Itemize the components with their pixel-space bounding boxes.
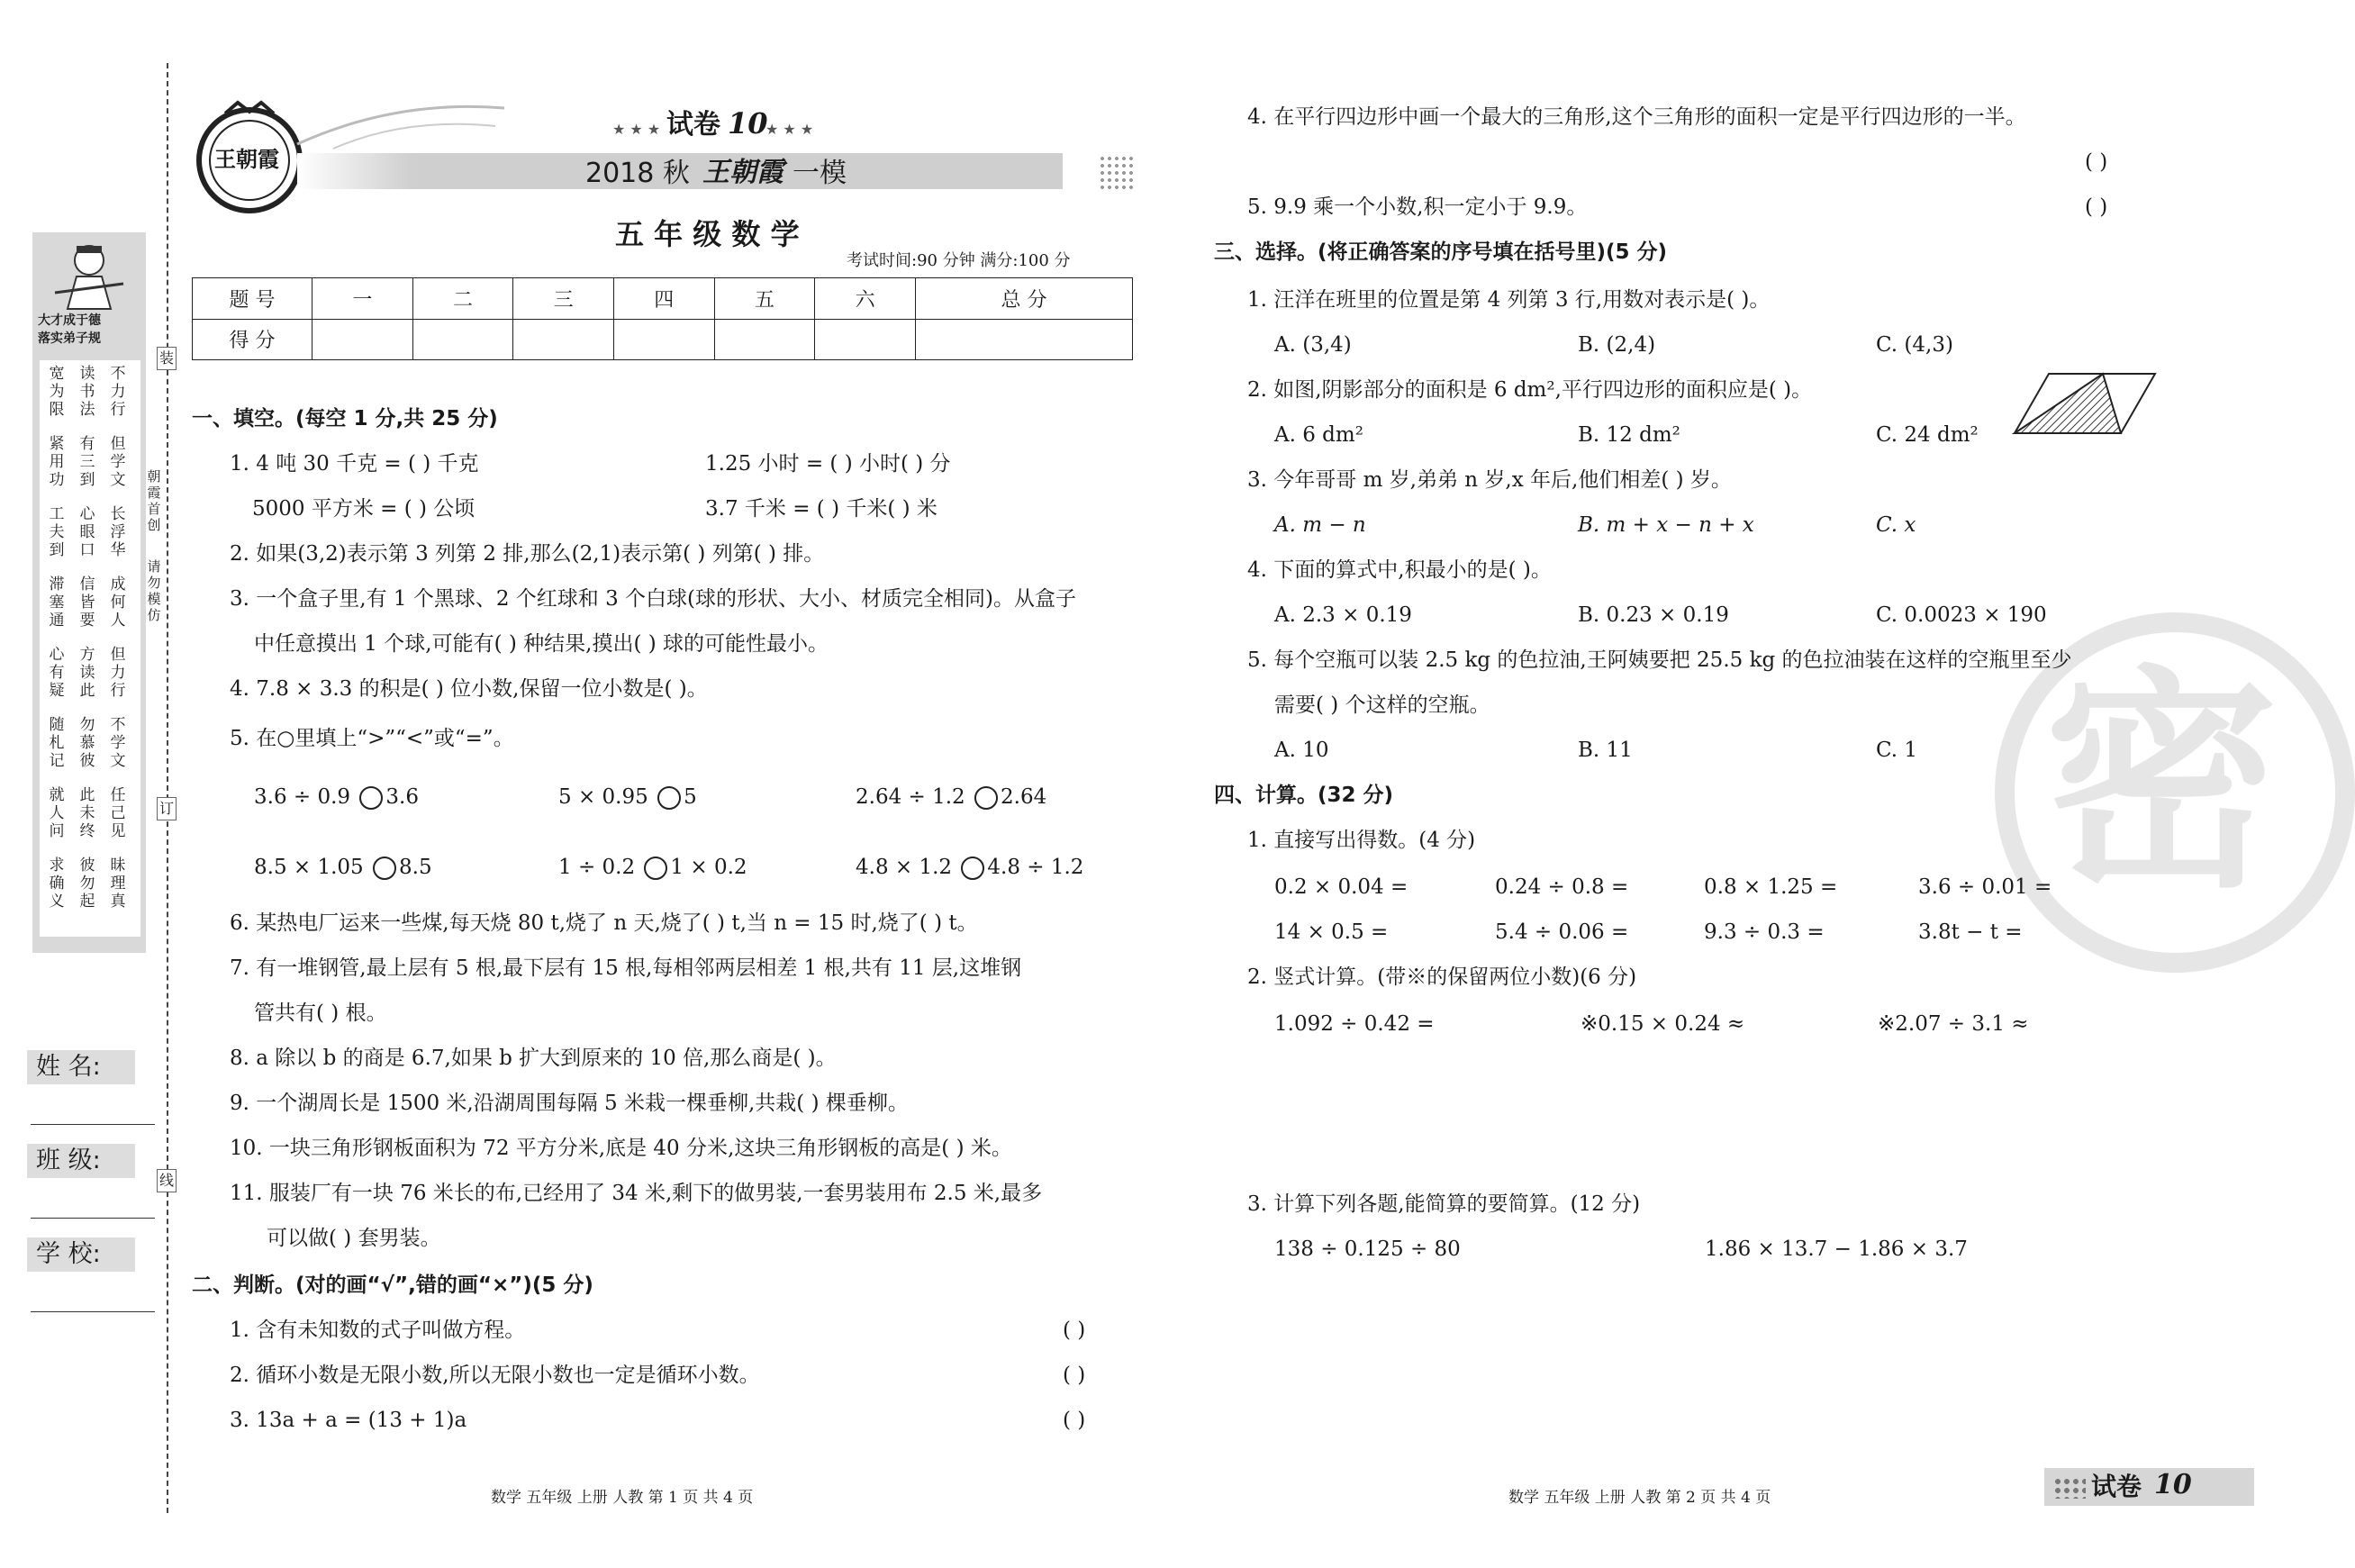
compare-item: 1 ÷ 0.2 1 × 0.2 <box>558 856 747 879</box>
q1-part-b: 1.25 小时 = ( ) 小时( ) 分 <box>705 452 951 476</box>
calc-sub2-title: 2. 竖式计算。(带※的保留两位小数)(6 分) <box>1247 965 1637 989</box>
proverb-column: 读 书 法 <box>79 365 95 419</box>
copyright-note-1: 朝 霞 首 创 <box>147 468 161 533</box>
compare-circle[interactable] <box>644 857 667 880</box>
score-table <box>192 277 1133 360</box>
paper-number: 10 <box>728 106 768 140</box>
parallelogram-figure <box>2013 372 2157 435</box>
proverb-column: 工 夫 到 <box>49 505 65 559</box>
proverb-column: 彼 勿 起 <box>79 857 95 911</box>
proverb-column: 但 力 行 <box>110 646 126 700</box>
q9: 9. 一个湖周长是 1500 米,沿湖周围每隔 5 米栽一棵垂柳,共栽( ) 棵垂柳。 <box>230 1092 909 1115</box>
proverb-column: 有 三 到 <box>79 435 95 489</box>
q2: 2. 如果(3,2)表示第 3 列第 2 排,那么(2,1)表示第( ) 列第( ) 排。 <box>230 542 825 566</box>
choice-opt[interactable]: A. (3,4) <box>1274 333 1352 357</box>
calc-item: 0.2 × 0.04 = <box>1274 875 1408 899</box>
choice-q3: 3. 今年哥哥 m 岁,弟弟 n 岁,x 年后,他们相差( ) 岁。 <box>1247 468 1732 492</box>
choice-q5-line1: 5. 每个空瓶可以装 2.5 kg 的色拉油,王阿姨要把 25.5 kg 的色拉油装在这样的空瓶里至少 <box>1247 648 2072 672</box>
score-cell[interactable] <box>513 319 614 360</box>
class-field[interactable] <box>31 1218 155 1219</box>
calc-item: 9.3 ÷ 0.3 = <box>1704 920 1825 944</box>
q7-line2: 管共有( ) 根。 <box>254 1002 387 1025</box>
calc-item: 0.8 × 1.25 = <box>1704 875 1838 899</box>
judge-paren[interactable]: ( ) <box>2085 195 2108 219</box>
calc-item: 14 × 0.5 = <box>1274 920 1389 944</box>
judge-paren[interactable]: ( ) <box>1063 1409 1086 1432</box>
score-header-cell: 三 <box>513 278 614 320</box>
q1-part-a: 1. 4 吨 30 千克 = ( ) 千克 <box>230 452 479 476</box>
q11-line1: 11. 服装厂有一块 76 米长的布,已经用了 34 米,剩下的做男装,一套男装用布 2.5 米,最多 <box>230 1182 1043 1205</box>
choice-opt[interactable]: C. 1 <box>1876 739 1918 762</box>
motto-line-1: 大才成于德 <box>38 313 101 328</box>
judge-item-1: 1. 含有未知数的式子叫做方程。 <box>230 1319 526 1342</box>
stars-right: ★ ★ ★ <box>765 121 814 138</box>
vertical-calc-item: 1.092 ÷ 0.42 = <box>1274 1012 1435 1036</box>
score-header-cell: 题 号 <box>193 278 312 320</box>
proverb-column: 任 己 见 <box>110 786 126 840</box>
q8: 8. a 除以 b 的商是 6.7,如果 b 扩大到原来的 10 倍,那么商是( )。 <box>230 1047 837 1070</box>
ribbon-icon <box>297 99 504 153</box>
compare-circle[interactable] <box>961 857 984 880</box>
calc-item: 3.6 ÷ 0.01 = <box>1918 875 2052 899</box>
q10: 10. 一块三角形钢板面积为 72 平方分米,底是 40 分米,这块三角形钢板的高是( ) 米。 <box>230 1137 1012 1160</box>
score-cell[interactable] <box>815 319 916 360</box>
seal-char: 密 <box>2044 648 2278 920</box>
footer-page-1: 数学 五年级 上册 人教 第 1 页 共 4 页 <box>491 1489 754 1507</box>
school-label: 学 校: <box>27 1237 135 1272</box>
judge-paren[interactable]: ( ) <box>2085 150 2108 174</box>
section1-title: 一、填空。(每空 1 分,共 25 分) <box>192 407 498 431</box>
choice-opt[interactable]: A. 2.3 × 0.19 <box>1274 603 1412 627</box>
motto-line-2: 落实弟子规 <box>38 331 101 346</box>
proverb-column: 但 学 文 <box>110 435 126 489</box>
copyright-note-2: 请 勿 模 仿 <box>147 558 161 623</box>
class-label: 班 级: <box>27 1144 135 1178</box>
fold-char-1: 装 <box>157 347 177 370</box>
score-header-cell: 二 <box>412 278 513 320</box>
choice-q2: 2. 如图,阴影部分的面积是 6 dm²,平行四边形的面积应是( )。 <box>1247 378 1813 402</box>
q7-line1: 7. 有一堆钢管,最上层有 5 根,最下层有 15 根,每相邻两层相差 1 根,共有 11 层,这堆钢 <box>230 956 1022 980</box>
judge-item-5: 5. 9.9 乘一个小数,积一定小于 9.9。 <box>1247 195 1588 219</box>
score-cell[interactable] <box>312 319 413 360</box>
exam-brand: 王朝霞 <box>702 157 783 188</box>
vertical-calc-item: ※0.15 × 0.24 ≈ <box>1581 1012 1745 1036</box>
proverb-column: 长 浮 华 <box>110 505 126 559</box>
exam-title: 2018 秋 <box>585 158 690 189</box>
compare-circle[interactable] <box>373 857 396 880</box>
compare-item: 2.64 ÷ 1.2 2.64 <box>856 785 1047 809</box>
q6: 6. 某热电厂运来一些煤,每天烧 80 t,烧了 n 天,烧了( ) t,当 n = 15 时,烧了( ) t。 <box>230 911 978 935</box>
judge-item-4: 4. 在平行四边形中画一个最大的三角形,这个三角形的面积一定是平行四边形的一半。 <box>1247 105 2026 129</box>
brand-logo-text: 王朝霞 <box>214 146 279 172</box>
paper-label: 试卷 <box>666 109 720 140</box>
choice-opt[interactable]: C. x <box>1876 513 1916 537</box>
score-header-cell: 一 <box>312 278 413 320</box>
q3-line1: 3. 一个盒子里,有 1 个黑球、2 个红球和 3 个白球(球的形状、大小、材质完全相同)。从盒子 <box>230 587 1076 611</box>
fold-char-3: 线 <box>157 1169 177 1192</box>
choice-q5-line2: 需要( ) 个这样的空瓶。 <box>1274 693 1490 717</box>
score-cell[interactable] <box>714 319 815 360</box>
calc-item: 0.24 ÷ 0.8 = <box>1495 875 1629 899</box>
choice-q4: 4. 下面的算式中,积最小的是( )。 <box>1247 558 1552 582</box>
dot-pattern <box>1099 155 1135 189</box>
choice-opt[interactable]: B. m + x − n + x <box>1578 513 1754 537</box>
proverb-column: 随 札 记 <box>49 716 65 770</box>
score-header-cell: 总 分 <box>915 278 1132 320</box>
proverb-column: 宽 为 限 <box>49 365 65 419</box>
section2-title: 二、判断。(对的画“√”,错的画“×”)(5 分) <box>192 1273 593 1297</box>
proverb-column: 求 确 义 <box>49 857 65 911</box>
proverb-column: 心 眼 口 <box>79 505 95 559</box>
proverb-column: 成 何 人 <box>110 576 126 630</box>
choice-opt[interactable]: B. (2,4) <box>1578 333 1656 357</box>
q1-part-d: 3.7 千米 = ( ) 千米( ) 米 <box>705 497 937 521</box>
choice-q1: 1. 汪洋在班里的位置是第 4 列第 3 行,用数对表示是( )。 <box>1247 288 1771 312</box>
proverb-column: 心 有 疑 <box>49 646 65 700</box>
score-header-cell: 六 <box>815 278 916 320</box>
proverb-column: 此 未 终 <box>79 786 95 840</box>
calc-sub3-title: 3. 计算下列各题,能简算的要简算。(12 分) <box>1247 1192 1641 1216</box>
exam-suffix: 一模 <box>793 158 847 189</box>
score-cell[interactable] <box>412 319 513 360</box>
choice-opt[interactable]: B. 12 dm² <box>1578 423 1680 447</box>
q1-part-c: 5000 平方米 = ( ) 公顷 <box>252 497 476 521</box>
judge-paren[interactable]: ( ) <box>1063 1319 1086 1342</box>
footer-badge-label: 试卷 <box>2091 1472 2142 1501</box>
choice-opt[interactable]: B. 0.23 × 0.19 <box>1578 603 1729 627</box>
compare-item: 3.6 ÷ 0.9 3.6 <box>254 785 419 809</box>
simplify-item: 138 ÷ 0.125 ÷ 80 <box>1274 1237 1461 1261</box>
score-cell[interactable] <box>915 319 1132 360</box>
q3-line2: 中任意摸出 1 个球,可能有( ) 种结果,摸出( ) 球的可能性最小。 <box>254 632 829 656</box>
calc-sub1-title: 1. 直接写出得数。(4 分) <box>1247 829 1476 852</box>
choice-opt[interactable]: A. m − n <box>1274 513 1366 537</box>
judge-item-2: 2. 循环小数是无限小数,所以无限小数也一定是循环小数。 <box>230 1364 760 1387</box>
score-row-label: 得 分 <box>193 319 312 360</box>
q4: 4. 7.8 × 3.3 的积是( ) 位小数,保留一位小数是( )。 <box>230 677 708 701</box>
judge-item-3: 3. 13a + a = (13 + 1)a <box>230 1409 467 1432</box>
calc-item: 3.8t − t = <box>1918 920 2023 944</box>
binding-line <box>167 63 168 1513</box>
choice-opt[interactable]: A. 6 dm² <box>1274 423 1363 447</box>
section3-title: 三、选择。(将正确答案的序号填在括号里)(5 分) <box>1214 240 1668 264</box>
proverb-column: 就 人 问 <box>49 786 65 840</box>
stars-left: ★ ★ ★ <box>612 121 661 138</box>
proverb-column: 信 皆 要 <box>79 576 95 630</box>
vertical-calc-item: ※2.07 ÷ 3.1 ≈ <box>1878 1012 2029 1036</box>
score-cell[interactable] <box>613 319 714 360</box>
name-field[interactable] <box>31 1124 155 1125</box>
choice-opt[interactable]: B. 11 <box>1578 739 1633 762</box>
choice-opt[interactable]: C. (4,3) <box>1876 333 1953 357</box>
footer-badge-number: 10 <box>2154 1469 2192 1500</box>
proverb-column: 不 力 行 <box>110 365 126 419</box>
subject-title: 五 年 级 数 学 <box>615 217 800 251</box>
proverb-column: 方 读 此 <box>79 646 95 700</box>
proverb-column: 勿 慕 彼 <box>79 716 95 770</box>
choice-opt[interactable]: C. 24 dm² <box>1876 423 1979 447</box>
proverb-column: 昧 理 真 <box>110 857 126 911</box>
fold-char-2: 订 <box>157 797 177 820</box>
q11-line2: 可以做( ) 套男装。 <box>267 1227 441 1250</box>
judge-paren[interactable]: ( ) <box>1063 1364 1086 1387</box>
q5: 5. 在○里填上“>”“<”或“=”。 <box>230 727 514 750</box>
calc-item: 5.4 ÷ 0.06 = <box>1495 920 1629 944</box>
footer-page-2: 数学 五年级 上册 人教 第 2 页 共 4 页 <box>1508 1489 1771 1507</box>
compare-item: 4.8 × 1.2 4.8 ÷ 1.2 <box>856 856 1084 879</box>
compare-item: 8.5 × 1.05 8.5 <box>254 856 432 879</box>
proverb-column: 滞 塞 通 <box>49 576 65 630</box>
choice-opt[interactable]: C. 0.0023 × 190 <box>1876 603 2047 627</box>
school-field[interactable] <box>31 1311 155 1312</box>
exam-info: 考试时间:90 分钟 满分:100 分 <box>847 251 1071 270</box>
score-header-cell: 五 <box>714 278 815 320</box>
proverb-column: 紧 用 功 <box>49 435 65 489</box>
mascot-icon <box>50 239 129 311</box>
score-header-cell: 四 <box>613 278 714 320</box>
choice-opt[interactable]: A. 10 <box>1274 739 1329 762</box>
proverb-column: 不 学 文 <box>110 716 126 770</box>
name-label: 姓 名: <box>27 1050 135 1084</box>
simplify-item: 1.86 × 13.7 − 1.86 × 3.7 <box>1705 1237 1968 1261</box>
score-header-row <box>193 278 1133 320</box>
badge-dots <box>2053 1477 2086 1499</box>
compare-circle[interactable] <box>657 786 681 810</box>
score-value-row <box>193 319 1133 360</box>
compare-item: 5 × 0.95 5 <box>558 785 697 809</box>
compare-circle[interactable] <box>974 786 998 810</box>
compare-circle[interactable] <box>359 786 383 810</box>
section4-title: 四、计算。(32 分) <box>1214 784 1394 807</box>
